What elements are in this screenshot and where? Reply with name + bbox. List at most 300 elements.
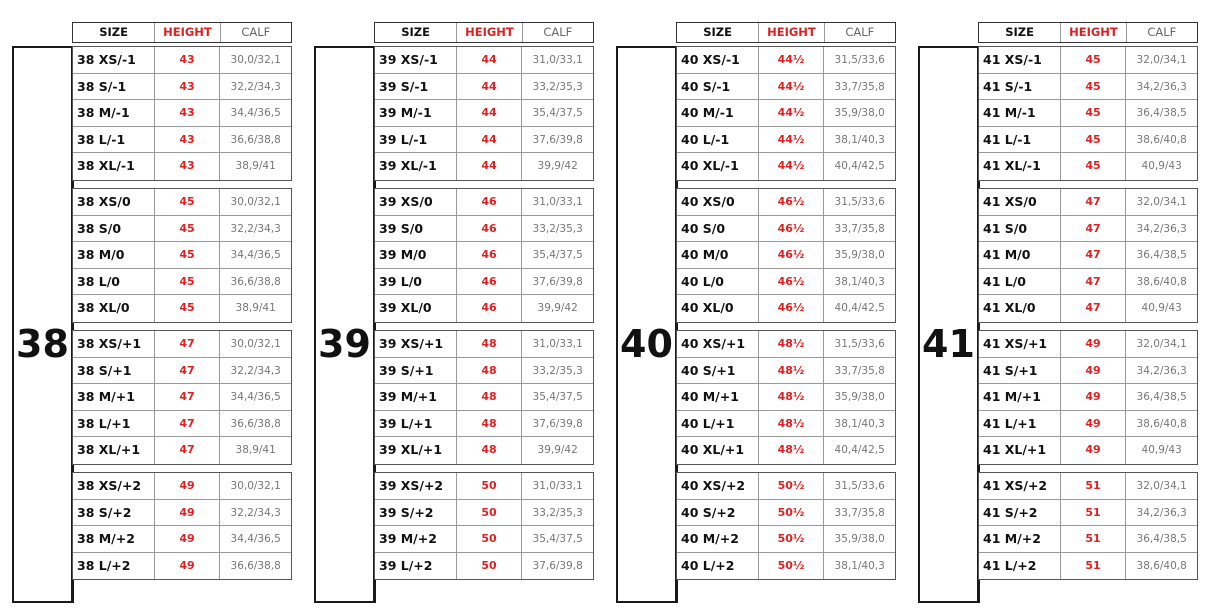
size-cell: 41 XL/0 (979, 295, 1061, 322)
calf-cell: 39,9/42 (537, 444, 578, 457)
size-cell: 38 S/+2 (73, 500, 155, 526)
table-row (677, 500, 895, 527)
height-cell: 50½ (759, 526, 825, 552)
table-row (73, 553, 291, 580)
calf-cell: 36,4/38,5 (1136, 107, 1187, 120)
height-cell: 51 (1061, 526, 1127, 552)
height-cell: 44 (457, 74, 523, 100)
height-cell: 43 (155, 100, 221, 126)
height-cell: 49 (1061, 384, 1127, 410)
table-row (73, 269, 291, 296)
size-cell: 40 S/+1 (677, 358, 759, 384)
size-cell: 41 XS/+1 (979, 331, 1061, 357)
header-height: HEIGHT (1061, 23, 1126, 42)
height-cell: 50 (457, 473, 523, 499)
table-row (677, 473, 895, 500)
table-row (73, 500, 291, 527)
calf-cell: 34,4/36,5 (230, 249, 281, 262)
calf-cell: 32,0/34,1 (1136, 54, 1187, 66)
calf-cell: 31,5/33,6 (834, 480, 885, 492)
table-row (375, 100, 593, 127)
height-cell: 49 (1061, 358, 1127, 384)
height-cell: 46 (457, 269, 523, 295)
size-cell: 39 S/+1 (375, 358, 457, 384)
size-cell: 38 XS/+1 (73, 331, 155, 357)
row-group (676, 472, 896, 580)
size-cell: 39 L/+2 (375, 553, 457, 580)
calf-cell: 36,6/38,8 (230, 559, 281, 572)
size-block-3 (918, 22, 1204, 603)
size-cell: 40 M/0 (677, 242, 759, 268)
table-row (73, 437, 291, 464)
row-group (374, 472, 594, 580)
table-row (375, 295, 593, 322)
table-header (72, 22, 292, 43)
size-cell: 41 L/+2 (979, 553, 1061, 580)
row-group (676, 188, 896, 323)
size-cell: 39 M/+1 (375, 384, 457, 410)
height-cell: 49 (155, 473, 221, 499)
height-cell: 47 (155, 437, 221, 464)
height-cell: 44 (457, 47, 523, 73)
height-cell: 47 (155, 331, 221, 357)
height-cell: 45 (155, 269, 221, 295)
size-block-1 (314, 22, 600, 603)
calf-cell: 33,7/35,8 (834, 364, 885, 377)
header-calf: CALF (845, 25, 875, 39)
height-cell: 46½ (759, 216, 825, 242)
table-row (73, 384, 291, 411)
size-cell: 40 L/-1 (677, 127, 759, 153)
row-group (72, 188, 292, 323)
size-cell: 40 S/+2 (677, 500, 759, 526)
height-cell: 44 (457, 127, 523, 153)
size-cell: 38 XL/-1 (73, 153, 155, 180)
table-row (677, 437, 895, 464)
height-cell: 44½ (759, 100, 825, 126)
calf-cell: 37,6/39,8 (532, 133, 583, 146)
calf-cell: 38,1/40,3 (834, 133, 885, 146)
calf-cell: 31,0/33,1 (532, 54, 583, 66)
calf-cell: 38,9/41 (235, 302, 276, 315)
size-cell: 38 S/0 (73, 216, 155, 242)
calf-cell: 30,0/32,1 (230, 196, 281, 208)
row-group (72, 330, 292, 465)
height-cell: 48 (457, 411, 523, 437)
table-row (375, 74, 593, 101)
size-cell: 40 XS/+2 (677, 473, 759, 499)
calf-cell: 34,2/36,3 (1136, 364, 1187, 377)
table-row (73, 189, 291, 216)
calf-cell: 34,4/36,5 (230, 533, 281, 546)
table-row (979, 500, 1197, 527)
calf-cell: 31,0/33,1 (532, 480, 583, 492)
height-cell: 51 (1061, 553, 1127, 580)
size-cell: 38 M/0 (73, 242, 155, 268)
calf-cell: 40,9/43 (1141, 444, 1182, 457)
table-row (375, 189, 593, 216)
height-cell: 45 (1061, 74, 1127, 100)
calf-cell: 37,6/39,8 (532, 417, 583, 430)
row-group (676, 46, 896, 181)
table-row (979, 411, 1197, 438)
calf-cell: 35,4/37,5 (532, 249, 583, 262)
size-cell: 38 M/+1 (73, 384, 155, 410)
size-cell: 41 S/-1 (979, 74, 1061, 100)
calf-cell: 34,4/36,5 (230, 391, 281, 404)
table-row (375, 500, 593, 527)
size-cell: 41 XS/+2 (979, 473, 1061, 499)
table-row (375, 216, 593, 243)
calf-cell: 40,9/43 (1141, 302, 1182, 315)
calf-cell: 35,9/38,0 (834, 391, 885, 404)
table-row (677, 127, 895, 154)
calf-cell: 32,2/34,3 (230, 364, 281, 377)
height-cell: 44½ (759, 47, 825, 73)
header-height: HEIGHT (759, 23, 824, 42)
size-cell: 40 M/+1 (677, 384, 759, 410)
height-cell: 47 (155, 358, 221, 384)
table-row (677, 100, 895, 127)
calf-cell: 37,6/39,8 (532, 275, 583, 288)
height-cell: 48½ (759, 358, 825, 384)
row-group (978, 46, 1198, 181)
row-group (374, 188, 594, 323)
table-row (677, 153, 895, 180)
height-cell: 48½ (759, 437, 825, 464)
table-row (73, 526, 291, 553)
table-row (375, 437, 593, 464)
height-cell: 46 (457, 189, 523, 215)
calf-cell: 32,0/34,1 (1136, 196, 1187, 208)
calf-cell: 34,2/36,3 (1136, 80, 1187, 93)
table-row (677, 269, 895, 296)
table-row (677, 47, 895, 74)
height-cell: 45 (1061, 153, 1127, 180)
size-cell: 41 L/-1 (979, 127, 1061, 153)
calf-cell: 38,6/40,8 (1136, 559, 1187, 572)
height-cell: 44 (457, 100, 523, 126)
calf-cell: 34,2/36,3 (1136, 506, 1187, 519)
height-cell: 46½ (759, 269, 825, 295)
calf-cell: 38,6/40,8 (1136, 275, 1187, 288)
table-row (979, 553, 1197, 580)
size-cell: 41 S/0 (979, 216, 1061, 242)
table-row (375, 526, 593, 553)
row-group (72, 46, 292, 181)
height-cell: 50 (457, 553, 523, 580)
table-row (979, 216, 1197, 243)
height-cell: 46½ (759, 242, 825, 268)
height-cell: 44½ (759, 74, 825, 100)
size-cell: 40 S/0 (677, 216, 759, 242)
calf-cell: 36,6/38,8 (230, 275, 281, 288)
table-row (375, 127, 593, 154)
table-row (677, 358, 895, 385)
calf-cell: 35,9/38,0 (834, 249, 885, 262)
calf-cell: 38,1/40,3 (834, 559, 885, 572)
row-group (676, 330, 896, 465)
table-row (375, 331, 593, 358)
table-row (73, 100, 291, 127)
size-cell: 39 XL/+1 (375, 437, 457, 464)
size-cell: 40 M/+2 (677, 526, 759, 552)
height-cell: 48 (457, 384, 523, 410)
size-cell: 38 S/+1 (73, 358, 155, 384)
height-cell: 44½ (759, 153, 825, 180)
calf-cell: 33,2/35,3 (532, 222, 583, 235)
height-cell: 50½ (759, 500, 825, 526)
size-cell: 39 XS/-1 (375, 47, 457, 73)
header-calf: CALF (241, 25, 271, 39)
height-cell: 49 (1061, 331, 1127, 357)
table-row (979, 358, 1197, 385)
height-cell: 46 (457, 295, 523, 322)
size-cell: 39 L/0 (375, 269, 457, 295)
calf-cell: 33,2/35,3 (532, 506, 583, 519)
header-calf: CALF (1147, 25, 1177, 39)
height-cell: 45 (1061, 100, 1127, 126)
table-header (374, 22, 594, 43)
calf-cell: 30,0/32,1 (230, 480, 281, 492)
table-row (375, 269, 593, 296)
height-cell: 51 (1061, 473, 1127, 499)
height-cell: 43 (155, 47, 221, 73)
size-cell: 39 L/-1 (375, 127, 457, 153)
table-row (375, 553, 593, 580)
size-label-box (918, 46, 980, 603)
height-cell: 43 (155, 74, 221, 100)
size-cell: 38 XS/-1 (73, 47, 155, 73)
size-cell: 41 XS/0 (979, 189, 1061, 215)
size-cell: 39 M/0 (375, 242, 457, 268)
size-label: 41 (922, 322, 975, 366)
table-row (979, 100, 1197, 127)
table-row (677, 295, 895, 322)
table-row (979, 127, 1197, 154)
table-row (73, 242, 291, 269)
size-cell: 41 L/+1 (979, 411, 1061, 437)
height-cell: 47 (155, 384, 221, 410)
height-cell: 50 (457, 526, 523, 552)
header-size: SIZE (73, 23, 155, 42)
calf-cell: 35,4/37,5 (532, 107, 583, 120)
height-cell: 47 (1061, 189, 1127, 215)
table-row (73, 358, 291, 385)
size-cell: 40 XL/-1 (677, 153, 759, 180)
size-cell: 41 XL/-1 (979, 153, 1061, 180)
size-cell: 38 S/-1 (73, 74, 155, 100)
calf-cell: 40,9/43 (1141, 160, 1182, 173)
size-label: 39 (318, 322, 371, 366)
height-cell: 44 (457, 153, 523, 180)
height-cell: 49 (155, 500, 221, 526)
calf-cell: 32,0/34,1 (1136, 480, 1187, 492)
calf-cell: 36,4/38,5 (1136, 249, 1187, 262)
calf-cell: 31,0/33,1 (532, 338, 583, 350)
calf-cell: 31,5/33,6 (834, 196, 885, 208)
table-row (73, 411, 291, 438)
calf-cell: 38,9/41 (235, 160, 276, 173)
size-cell: 41 M/0 (979, 242, 1061, 268)
header-height: HEIGHT (457, 23, 522, 42)
calf-cell: 32,2/34,3 (230, 222, 281, 235)
calf-cell: 36,4/38,5 (1136, 391, 1187, 404)
row-group (72, 472, 292, 580)
table-row (979, 74, 1197, 101)
table-row (979, 437, 1197, 464)
calf-cell: 34,2/36,3 (1136, 222, 1187, 235)
size-cell: 39 XS/0 (375, 189, 457, 215)
size-cell: 40 XL/0 (677, 295, 759, 322)
calf-cell: 33,7/35,8 (834, 222, 885, 235)
height-cell: 47 (155, 411, 221, 437)
table-row (677, 189, 895, 216)
table-row (677, 74, 895, 101)
height-cell: 43 (155, 153, 221, 180)
calf-cell: 33,2/35,3 (532, 80, 583, 93)
calf-cell: 39,9/42 (537, 302, 578, 315)
calf-cell: 30,0/32,1 (230, 54, 281, 66)
table-row (677, 331, 895, 358)
height-cell: 50½ (759, 473, 825, 499)
table-row (375, 153, 593, 180)
size-cell: 39 XL/0 (375, 295, 457, 322)
table-row (375, 411, 593, 438)
calf-cell: 35,9/38,0 (834, 533, 885, 546)
calf-cell: 30,0/32,1 (230, 338, 281, 350)
size-cell: 39 M/-1 (375, 100, 457, 126)
height-cell: 48 (457, 437, 523, 464)
table-row (375, 358, 593, 385)
height-cell: 48½ (759, 384, 825, 410)
height-cell: 45 (155, 242, 221, 268)
calf-cell: 37,6/39,8 (532, 559, 583, 572)
calf-cell: 38,1/40,3 (834, 275, 885, 288)
height-cell: 46 (457, 242, 523, 268)
height-cell: 46½ (759, 295, 825, 322)
table-row (73, 331, 291, 358)
size-cell: 40 S/-1 (677, 74, 759, 100)
table-row (979, 47, 1197, 74)
table-row (73, 74, 291, 101)
height-cell: 48 (457, 358, 523, 384)
size-cell: 38 M/+2 (73, 526, 155, 552)
calf-cell: 31,5/33,6 (834, 54, 885, 66)
size-label-box (616, 46, 678, 603)
height-cell: 49 (155, 526, 221, 552)
size-cell: 39 XS/+1 (375, 331, 457, 357)
height-cell: 47 (1061, 216, 1127, 242)
size-cell: 40 L/+2 (677, 553, 759, 580)
height-cell: 48½ (759, 411, 825, 437)
calf-cell: 33,7/35,8 (834, 506, 885, 519)
size-cell: 41 S/+2 (979, 500, 1061, 526)
size-label-box (314, 46, 376, 603)
height-cell: 45 (155, 189, 221, 215)
height-cell: 46 (457, 216, 523, 242)
size-cell: 41 XS/-1 (979, 47, 1061, 73)
table-row (375, 384, 593, 411)
table-row (73, 473, 291, 500)
height-cell: 48 (457, 331, 523, 357)
calf-cell: 40,4/42,5 (834, 444, 885, 457)
table-row (677, 553, 895, 580)
table-row (979, 331, 1197, 358)
calf-cell: 32,2/34,3 (230, 506, 281, 519)
calf-cell: 35,4/37,5 (532, 533, 583, 546)
table-row (979, 295, 1197, 322)
height-cell: 44½ (759, 127, 825, 153)
size-cell: 38 L/-1 (73, 127, 155, 153)
table-row (979, 242, 1197, 269)
height-cell: 45 (155, 216, 221, 242)
size-cell: 38 L/+2 (73, 553, 155, 580)
height-cell: 51 (1061, 500, 1127, 526)
calf-cell: 40,4/42,5 (834, 302, 885, 315)
table-row (979, 473, 1197, 500)
size-cell: 38 XS/0 (73, 189, 155, 215)
size-cell: 41 M/+1 (979, 384, 1061, 410)
table-row (677, 216, 895, 243)
size-block-2 (616, 22, 902, 603)
size-cell: 40 XL/+1 (677, 437, 759, 464)
size-cell: 40 XS/0 (677, 189, 759, 215)
row-group (374, 330, 594, 465)
calf-cell: 38,6/40,8 (1136, 133, 1187, 146)
height-cell: 48½ (759, 331, 825, 357)
calf-cell: 36,6/38,8 (230, 417, 281, 430)
size-label-box (12, 46, 74, 603)
table-row (73, 153, 291, 180)
size-block-0 (12, 22, 298, 603)
table-row (677, 411, 895, 438)
table-row (677, 242, 895, 269)
size-cell: 41 S/+1 (979, 358, 1061, 384)
height-cell: 49 (1061, 437, 1127, 464)
height-cell: 49 (1061, 411, 1127, 437)
height-cell: 47 (1061, 269, 1127, 295)
size-label: 40 (620, 322, 673, 366)
table-row (73, 216, 291, 243)
calf-cell: 38,1/40,3 (834, 417, 885, 430)
row-group (978, 330, 1198, 465)
size-cell: 40 XS/+1 (677, 331, 759, 357)
calf-cell: 33,7/35,8 (834, 80, 885, 93)
calf-cell: 33,2/35,3 (532, 364, 583, 377)
header-height: HEIGHT (155, 23, 220, 42)
row-group (978, 188, 1198, 323)
calf-cell: 39,9/42 (537, 160, 578, 173)
size-cell: 38 L/0 (73, 269, 155, 295)
header-size: SIZE (375, 23, 457, 42)
size-cell: 38 M/-1 (73, 100, 155, 126)
table-row (979, 384, 1197, 411)
row-group (374, 46, 594, 181)
table-row (979, 269, 1197, 296)
height-cell: 45 (1061, 47, 1127, 73)
row-group (978, 472, 1198, 580)
calf-cell: 32,2/34,3 (230, 80, 281, 93)
height-cell: 43 (155, 127, 221, 153)
calf-cell: 31,5/33,6 (834, 338, 885, 350)
table-row (979, 526, 1197, 553)
calf-cell: 38,9/41 (235, 444, 276, 457)
calf-cell: 32,0/34,1 (1136, 338, 1187, 350)
size-cell: 40 M/-1 (677, 100, 759, 126)
calf-cell: 34,4/36,5 (230, 107, 281, 120)
size-cell: 40 XS/-1 (677, 47, 759, 73)
